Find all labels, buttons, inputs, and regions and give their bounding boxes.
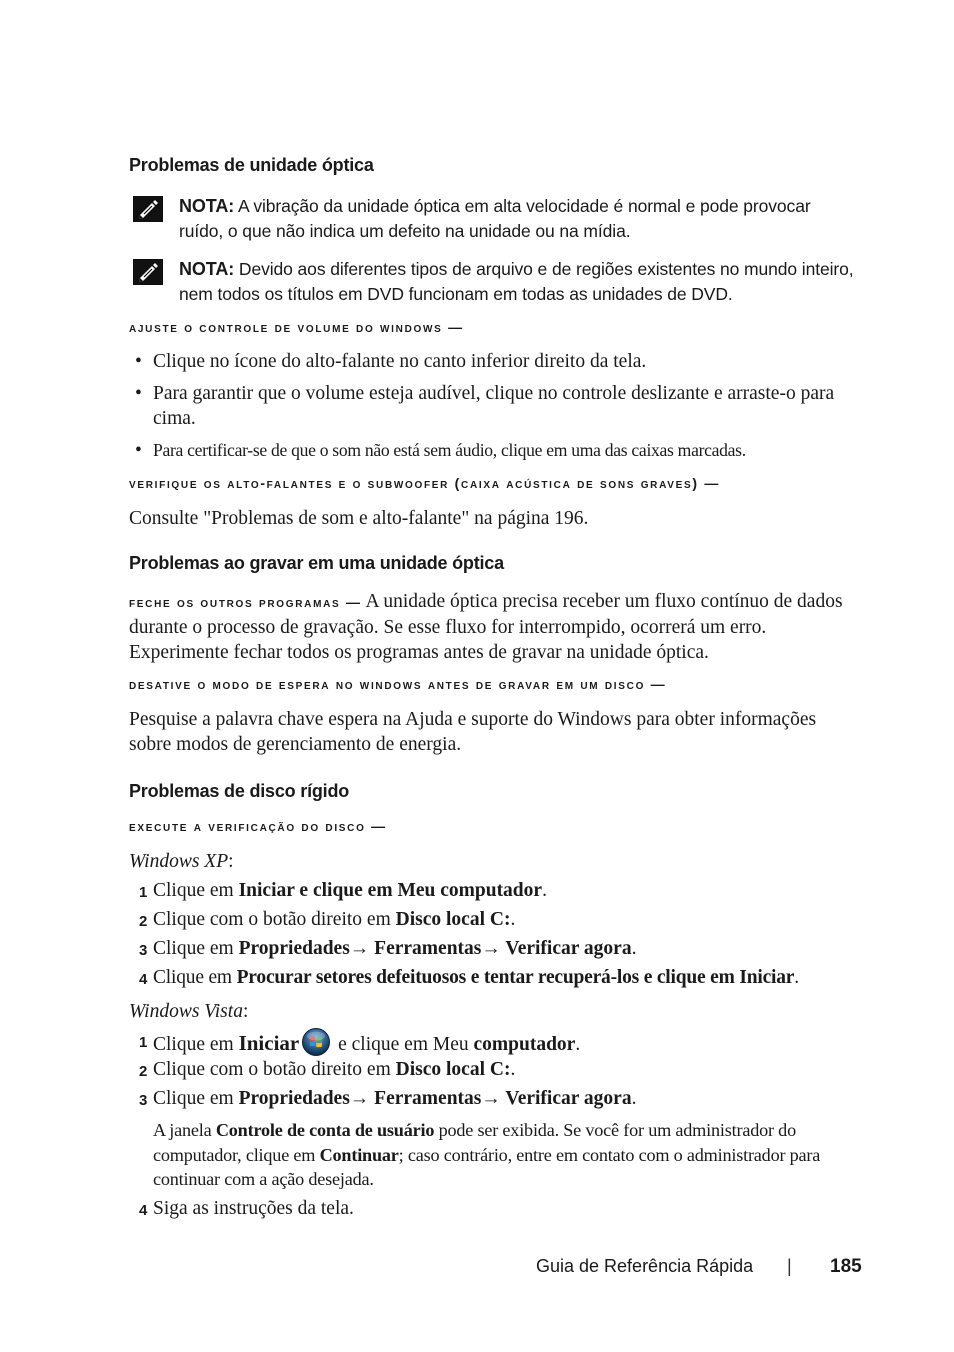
footer-guide-title: Guia de Referência Rápida [536,1256,754,1276]
section-title-harddisk: Problemas de disco rígido [129,781,350,801]
note-text: Devido aos diferentes tipos de arquivo e de regiões existentes no mundo inteiro, nem todos os títulos em DVD funcionam em todas as unidades de DVD. [179,259,854,304]
subheading-check-disk: execute a verificação do disco — [129,818,387,834]
footer-separator: | [787,1256,792,1276]
windows-xp-label: Windows XP: [129,851,234,872]
note-label: NOTA: [179,196,235,216]
note-label: NOTA: [179,259,235,279]
subheading-standby: desative o modo de espera no windows antes de gravar em um disco — [129,676,667,692]
close-programs-paragraph: feche os outros programas — A unidade óptica precisa receber um fluxo contínuo de dados durante o processo de gravação. Se esse fluxo for interrompido, ocorrerá um erro. Experimente fechar todos os programas antes de gravar na unidade óptica. [129,591,843,663]
standby-text: Pesquise a palavra chave espera na Ajuda e suporte do Windows para obter informações sobre modos de gerenciamento de energia. [129,709,817,755]
windows-vista-label: Windows Vista: [129,1001,249,1022]
section-title-burning: Problemas ao gravar em uma unidade óptica [129,553,504,573]
subheading-speakers: verifique os alto-falantes e o subwoofer (caixa acústica de sons graves) — [129,475,721,491]
page-number: 185 [830,1256,862,1277]
subheading-close-programs: feche os outros programas — [129,594,362,610]
uac-paragraph: A janela Controle de conta de usuário pode ser exibida. Se você for um administrador do computador, clique em Continuar; caso contrário, entre em contato com o administrador para continuar com a ação desejada. [153,1120,821,1189]
pencil-note-icon [133,259,163,285]
speakers-text: Consulte "Problemas de som e alto-falante" na página 196. [129,508,589,529]
section-title-optical: Problemas de unidade óptica [129,155,374,175]
pencil-note-icon [133,196,163,222]
windows-start-orb-icon [302,1028,330,1056]
note-text: A vibração da unidade óptica em alta velocidade é normal e pode provocar ruído, o que não indica um defeito na unidade ou na mídia. [179,196,811,241]
subheading-volume: ajuste o controle de volume do windows — [129,319,464,335]
